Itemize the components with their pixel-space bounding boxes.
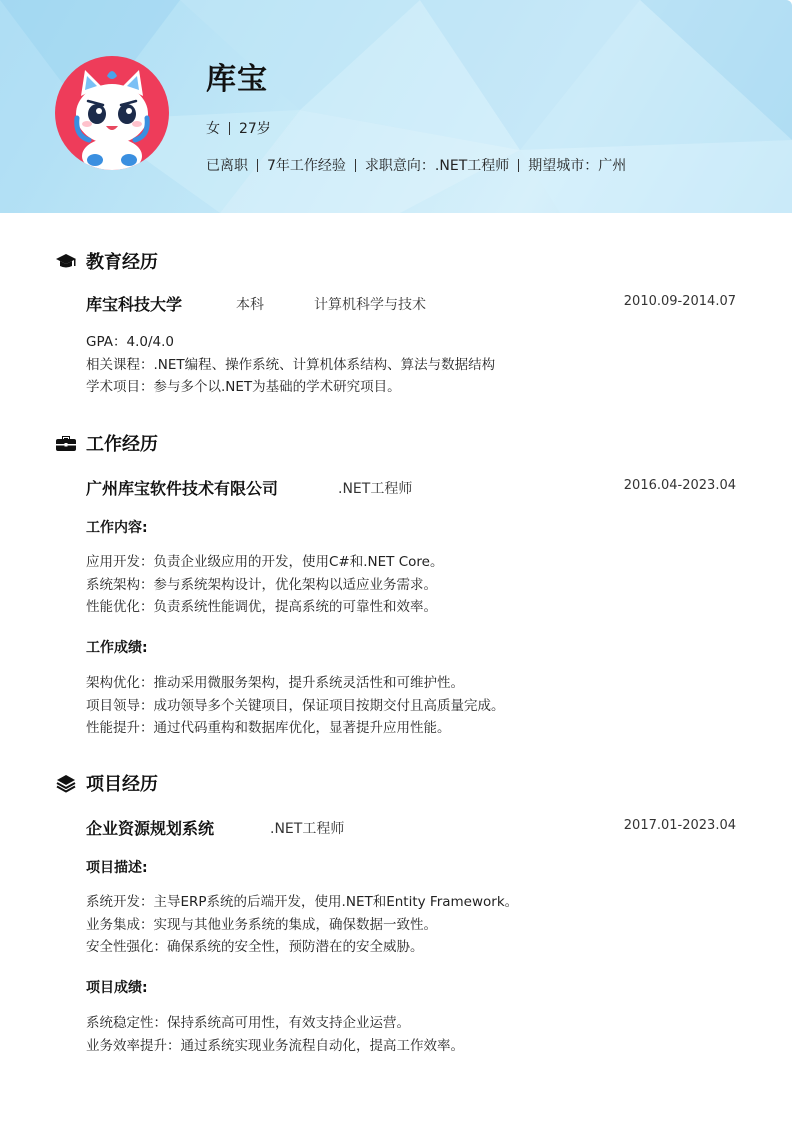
project-name: 企业资源规划系统 xyxy=(86,819,215,838)
list-item: 系统架构：参与系统架构设计，优化架构以适应业务需求。 xyxy=(86,576,437,593)
work-content-list xyxy=(86,551,443,619)
list-item: 业务效率提升：通过系统实现业务流程自动化，提高工作效率。 xyxy=(86,1037,464,1054)
work-date: 2016.04-2023.04 xyxy=(623,478,736,493)
project-description-list xyxy=(86,891,518,959)
work-role: .NET工程师 xyxy=(338,481,413,497)
job-intent: 求职意向：.NET工程师 xyxy=(364,158,510,174)
briefcase-icon xyxy=(56,433,76,453)
list-item: 安全性强化：确保系统的安全性，预防潜在的安全威胁。 xyxy=(86,939,424,955)
header-banner xyxy=(0,0,792,213)
section-title-work: 工作经历 xyxy=(56,430,158,456)
work-content-title: 工作内容: xyxy=(86,520,148,536)
company-name: 广州库宝软件技术有限公司 xyxy=(86,479,279,498)
education-date: 2010.09-2014.07 xyxy=(623,294,736,309)
education-details xyxy=(86,331,495,399)
work-achievement-title: 工作成绩: xyxy=(86,640,148,656)
project-role: .NET工程师 xyxy=(270,821,345,837)
list-item: GPA：4.0/4.0 xyxy=(86,334,174,350)
divider xyxy=(518,159,519,172)
project-date: 2017.01-2023.04 xyxy=(623,818,736,833)
project-description-title: 项目描述: xyxy=(86,860,148,876)
project-achievement-title: 项目成绩: xyxy=(86,980,148,996)
layers-icon xyxy=(56,773,76,793)
list-item: 性能优化：负责系统性能调优，提高系统的可靠性和效率。 xyxy=(86,599,437,615)
list-item: 系统开发：主导ERP系统的后端开发，使用.NET和Entity Framework。 xyxy=(86,894,519,910)
list-item: 项目领导：成功领导多个关键项目，保证项目按期交付且高质量完成。 xyxy=(86,697,505,714)
section-title-project: 项目经历 xyxy=(56,770,158,796)
divider xyxy=(355,159,356,172)
divider xyxy=(229,122,230,135)
list-item: 应用开发：负责企业级应用的开发，使用C#和.NET Core。 xyxy=(86,554,444,570)
list-item: 业务集成：实现与其他业务系统的集成，确保数据一致性。 xyxy=(86,916,437,933)
employment-status: 已离职 xyxy=(206,158,248,174)
school-name: 库宝科技大学 xyxy=(86,295,183,314)
list-item: 学术项目：参与多个以.NET为基础的学术研究项目。 xyxy=(86,379,401,395)
basic-info-row xyxy=(206,118,271,138)
work-achievement-list xyxy=(86,672,505,740)
expected-city: 期望城市：广州 xyxy=(528,158,627,174)
gender: 女 xyxy=(206,121,220,137)
graduation-cap-icon xyxy=(56,251,76,271)
list-item: 架构优化：推动采用微服务架构，提升系统灵活性和可维护性。 xyxy=(86,675,464,691)
candidate-name: 库宝 xyxy=(206,62,268,97)
avatar xyxy=(55,56,169,170)
work-entry-header xyxy=(86,476,736,498)
list-item: 系统稳定性：保持系统高可用性，有效支持企业运营。 xyxy=(86,1015,410,1031)
job-info-row xyxy=(206,155,626,175)
degree: 本科 xyxy=(236,297,264,313)
age: 27岁 xyxy=(239,121,271,137)
divider xyxy=(257,159,258,172)
section-title-education: 教育经历 xyxy=(56,248,158,274)
education-entry-header xyxy=(86,292,736,314)
list-item: 性能提升：通过代码重构和数据库优化，显著提升应用性能。 xyxy=(86,720,451,736)
major: 计算机科学与技术 xyxy=(314,297,426,313)
cat-mascot-icon xyxy=(55,56,169,170)
work-experience: 7年工作经验 xyxy=(267,158,346,174)
project-entry-header xyxy=(86,816,736,838)
list-item: 相关课程：.NET编程、操作系统、计算机体系结构、算法与数据结构 xyxy=(86,356,496,373)
project-achievement-list xyxy=(86,1012,464,1057)
